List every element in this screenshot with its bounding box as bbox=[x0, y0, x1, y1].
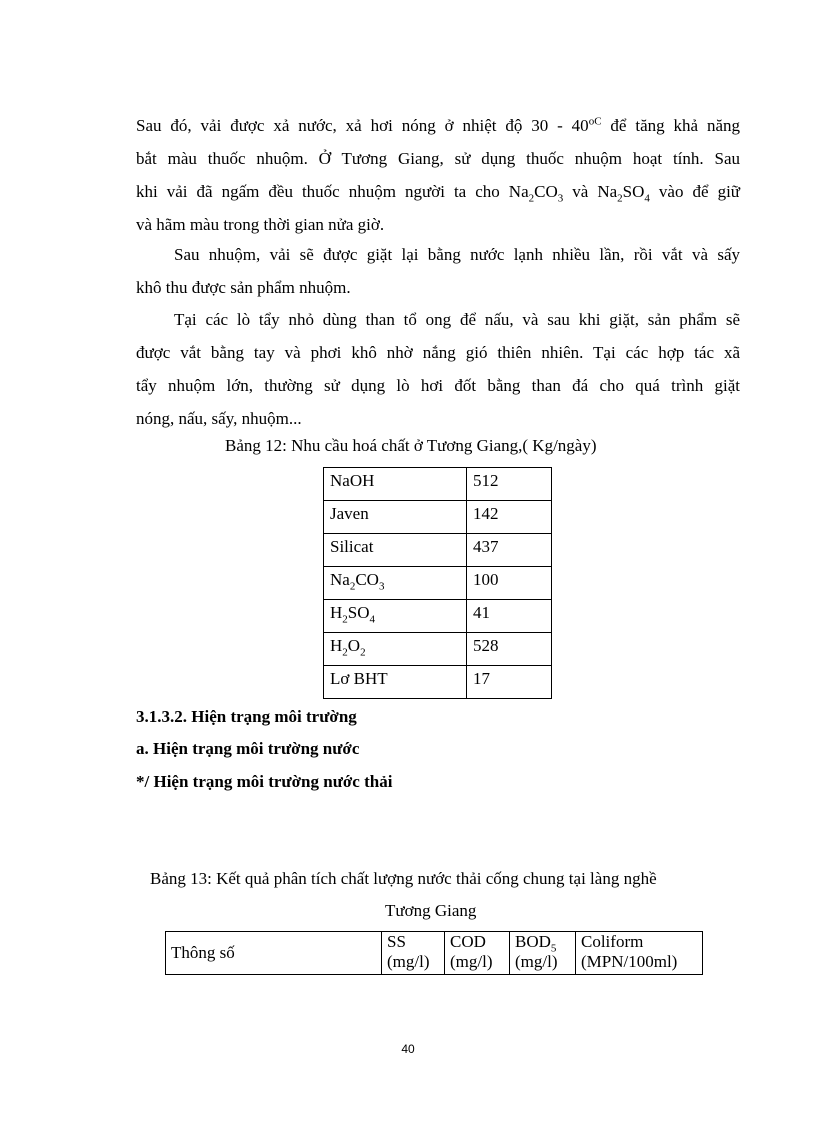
section-heading: 3.1.3.2. Hiện trạng môi trường bbox=[136, 707, 357, 726]
table-header-row bbox=[166, 932, 703, 975]
chemical-value: 437 bbox=[467, 534, 552, 567]
table-row bbox=[324, 534, 552, 567]
paragraph-2-line-2: khô thu được sản phẩm nhuộm. bbox=[136, 278, 351, 297]
paragraph-2 bbox=[136, 238, 740, 304]
table-row bbox=[324, 567, 552, 600]
table-13-caption-line-2: Tương Giang bbox=[385, 901, 477, 920]
chemical-name: Javen bbox=[324, 501, 467, 534]
chemical-name: $H_2SO_4$ bbox=[324, 600, 467, 633]
table-13-caption-line-1: Bảng 13: Kết quả phân tích chất lượng nước thải cống chung tại làng nghề bbox=[150, 869, 657, 888]
table-12-caption: Bảng 12: Nhu cầu hoá chất ở Tương Giang,( Kg/ngày) bbox=[225, 436, 597, 455]
table-row bbox=[324, 501, 552, 534]
table-row bbox=[324, 600, 552, 633]
subsection-heading: a. Hiện trạng môi trường nước bbox=[136, 739, 360, 758]
header-ss: SS (mg/l) bbox=[382, 932, 445, 975]
wastewater-analysis-table bbox=[165, 931, 703, 975]
page-number: 40 bbox=[401, 1042, 415, 1056]
chemical-name: Silicat bbox=[324, 534, 467, 567]
sub-subsection-heading: */ Hiện trạng môi trường nước thải bbox=[136, 772, 393, 791]
chemical-name: Lơ BHT bbox=[324, 666, 467, 699]
chemical-value: 142 bbox=[467, 501, 552, 534]
paragraph-3 bbox=[136, 303, 740, 435]
chemical-name: NaOH bbox=[324, 468, 467, 501]
table-row bbox=[324, 468, 552, 501]
paragraph-1-line-2: bắt màu thuốc nhuộm. Ở Tương Giang, sử dụng thuốc nhuộm hoạt tính. Sau bbox=[136, 149, 740, 168]
header-bod: $BOD_5$ (mg/l) bbox=[510, 932, 576, 975]
paragraph-3-line-1: Tại các lò tẩy nhỏ dùng than tổ ong để nấu, và sau khi giặt, sản phẩm sẽ bbox=[174, 310, 740, 329]
paragraph-1 bbox=[136, 109, 740, 241]
header-cod: COD (mg/l) bbox=[445, 932, 510, 975]
table-row bbox=[324, 666, 552, 699]
paragraph-1-line-3: khi vải đã ngấm đều thuốc nhuộm người ta cho $Na_2CO_3$ và $Na_2SO_4$ vào để giữ bbox=[136, 182, 740, 205]
chemical-value: 528 bbox=[467, 633, 552, 666]
chemical-name: $Na_2CO_3$ bbox=[324, 567, 467, 600]
chemical-demand-table bbox=[323, 467, 552, 699]
chemical-value: 17 bbox=[467, 666, 552, 699]
chemical-value: 512 bbox=[467, 468, 552, 501]
chemical-value: 100 bbox=[467, 567, 552, 600]
paragraph-3-line-3: tẩy nhuộm lớn, thường sử dụng lò hơi đốt bằng than đá cho quá trình giặt bbox=[136, 376, 740, 395]
chemical-value: 41 bbox=[467, 600, 552, 633]
paragraph-3-line-4: nóng, nấu, sấy, nhuộm... bbox=[136, 409, 302, 428]
paragraph-1-line-4: và hãm màu trong thời gian nửa giờ. bbox=[136, 215, 385, 234]
paragraph-1-line-1: Sau đó, vải được xả nước, xả hơi nóng ở nhiệt độ $30 - 40^{oC}$ để tăng khả năng bbox=[136, 115, 740, 135]
header-param: Thông số bbox=[166, 932, 382, 975]
header-coliform: Coliform (MPN/100ml) bbox=[576, 932, 703, 975]
paragraph-2-line-1: Sau nhuộm, vải sẽ được giặt lại bằng nước lạnh nhiều lần, rồi vắt và sấy bbox=[174, 245, 740, 264]
paragraph-3-line-2: được vắt bằng tay và phơi khô nhờ nắng gió thiên nhiên. Tại các hợp tác xã bbox=[136, 343, 740, 362]
chemical-name: $H_2O_2$ bbox=[324, 633, 467, 666]
table-row bbox=[324, 633, 552, 666]
